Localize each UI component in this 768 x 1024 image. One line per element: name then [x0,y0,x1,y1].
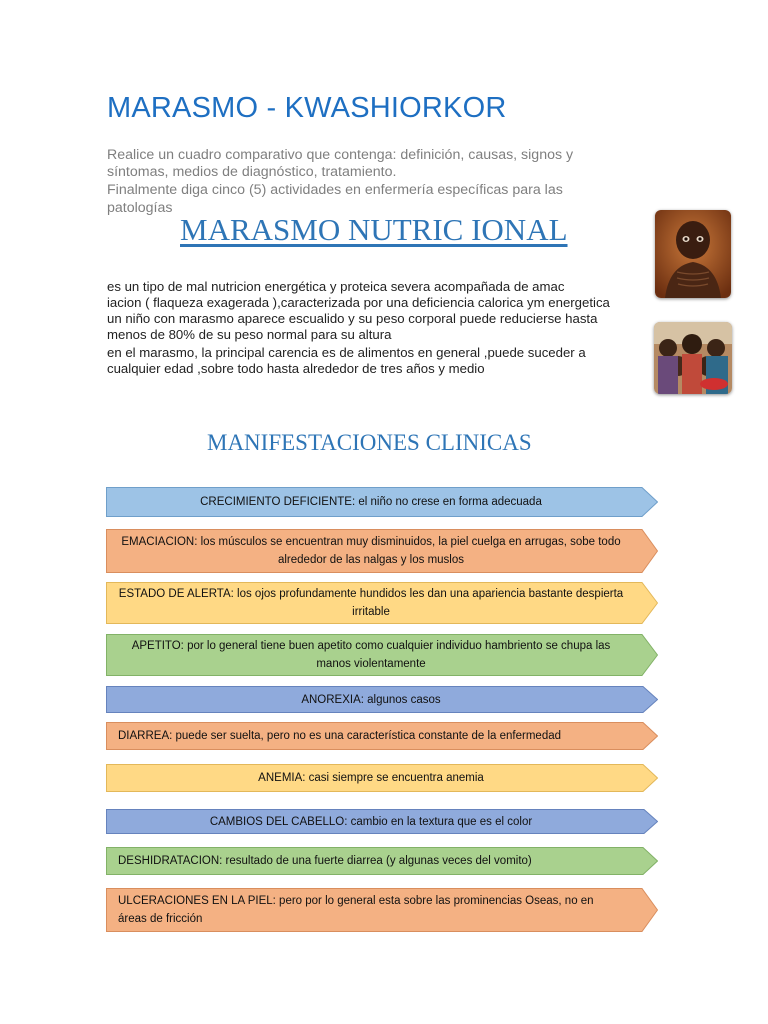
manifestation-item [106,487,658,517]
manifestation-item-text: EMACIACION: los músculos se encuentran muy disminuidos, la piel cuelga en arrugas, sobe todo alrededor de las nalgas y los muslos [121,536,621,566]
instructions-line-4: patologías [107,200,173,216]
manifestation-item-text: CAMBIOS DEL CABELLO: cambio en la textura que es el color [209,815,533,828]
instructions-line-1: Realice un cuadro comparativo que contenga: definición, causas, signos y [107,147,574,163]
manifestation-item-text: DESHIDRATACION: resultado de una fuerte diarrea (y algunas veces del vomito) [118,855,532,867]
paragraph-line-6: cualquier edad ,sobre todo hasta alrededor de tres años y medio [107,361,485,376]
paragraph-line-5: en el marasmo, la principal carencia es de alimentos en general ,puede suceder a [107,345,586,360]
manifestation-item-text: APETITO: por lo general tiene buen apetito como cualquier individuo hambriento se chupa las manos violentamente [131,640,611,670]
manifestation-item [106,634,658,676]
malnourished-child-photo [655,210,731,298]
manifestation-item [106,722,658,750]
manifestation-item [106,847,658,875]
paragraph-line-4: menos de 80% de su peso normal para su altura [107,327,392,342]
section-heading-manifestaciones: MANIFESTACIONES CLINICAS [207,430,532,455]
instructions-line-2: síntomas, medios de diagnóstico, tratamiento. [107,164,397,180]
section-heading-marasmo: MARASMO NUTRIC IONAL [180,212,568,247]
manifestation-item-text: ULCERACIONES EN LA PIEL: pero por lo general esta sobre las prominencias Oseas, no en áreas de fricción [118,895,594,925]
manifestation-item-text: ANOREXIA: algunos casos [301,693,441,706]
manifestation-item-text: DIARREA: puede ser suelta, pero no es una característica constante de la enfermedad [118,730,562,742]
document-title: MARASMO - KWASHIORKOR [107,92,507,124]
manifestation-item [106,686,658,713]
manifestation-item [106,529,658,573]
manifestation-item [106,764,658,792]
manifestation-item [106,582,658,624]
manifestation-item-text: CRECIMIENTO DEFICIENTE: el niño no crese en forma adecuada [200,496,542,508]
manifestation-item [106,888,658,932]
paragraph-line-2: iacion ( flaqueza exagerada ),caracterizada por una deficiencia calorica ym energetica [107,295,610,310]
paragraph-line-1: es un tipo de mal nutricion energética y proteica severa acompañada de amac [107,279,565,294]
manifestation-item-text: ANEMIA: casi siempre se encuentra anemia [258,772,484,784]
manifestation-item-text: ESTADO DE ALERTA: los ojos profundamente hundidos les dan una apariencia bastante despierta irritable [118,588,624,618]
manifestation-item [106,809,658,834]
paragraph-line-3: un niño con marasmo aparece escualido y su peso corporal puede reducierse hasta [107,311,598,326]
instructions-line-3: Finalmente diga cinco (5) actividades en enfermería específicas para las [107,182,563,198]
group-of-children-photo [654,322,732,394]
